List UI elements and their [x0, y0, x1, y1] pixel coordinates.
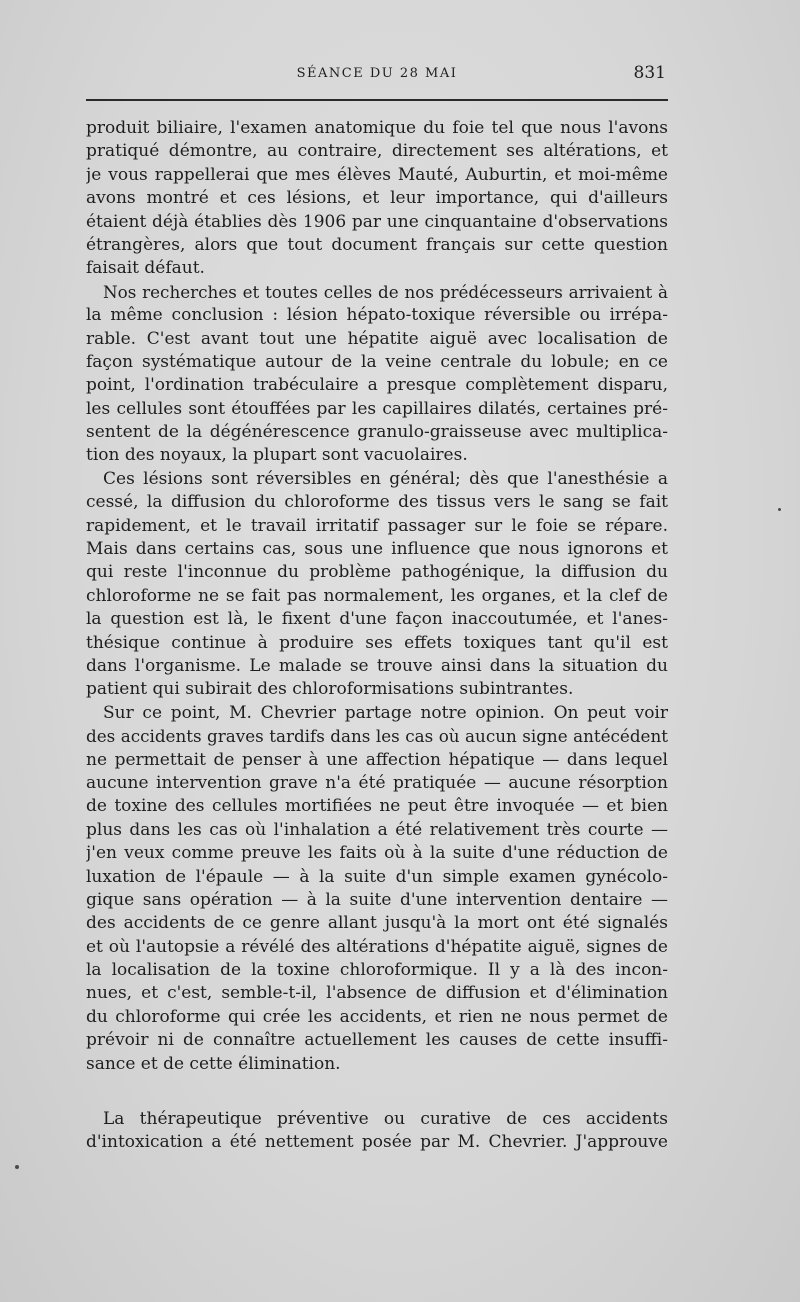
text-line: prévoir ni de connaître actuellement les causes de cette insuffi-	[86, 1030, 668, 1051]
text-line: avons montré et ces lésions, et leur importance, qui d'ailleurs	[86, 188, 668, 209]
text-line: ne permettait de penser à une affection hépatique — dans lequel	[86, 749, 668, 770]
running-title: SÉANCE DU 28 MAI	[296, 66, 458, 81]
ink-speck	[15, 1165, 19, 1169]
text-line: qui reste l'inconnue du problème pathogénique, la diffusion du	[86, 562, 668, 583]
paragraph	[86, 468, 668, 702]
text-line: sance et de cette élimination.	[86, 1053, 341, 1074]
text-line: produit biliaire, l'examen anatomique du foie tel que nous l'avons	[86, 118, 668, 138]
text-line: de toxine des cellules mortifiées ne peut être invoquée — et bien	[86, 796, 668, 817]
text-line: nues, et c'est, semble-t-il, l'absence de diffusion et d'élimination	[86, 983, 668, 1004]
text-line: Mais dans certains cas, sous une influence que nous ignorons et	[86, 539, 668, 560]
text-line: patient qui subirait des chloroformisations subintrantes.	[86, 679, 574, 700]
text-line: tion des noyaux, la plupart sont vacuolaires.	[86, 445, 468, 466]
text-line: Ces lésions sont réversibles en général; dès que l'anesthésie a	[103, 468, 668, 489]
text-line: cessé, la diffusion du chloroforme des tissus vers le sang se fait	[86, 492, 668, 513]
text-line: faisait défaut.	[86, 258, 205, 279]
text-line: la localisation de la toxine chloroformique. Il y a là des incon-	[86, 960, 668, 981]
paragraph	[86, 1108, 668, 1155]
text-line: étaient déjà établies dès 1906 par une cinquantaine d'observations	[86, 211, 668, 232]
text-line: façon systématique autour de la veine centrale du lobule; en ce	[86, 351, 668, 372]
text-line: aucune intervention grave n'a été pratiquée — aucune résorption	[86, 772, 668, 793]
text-line: la même conclusion : lésion hépato-toxique réversible ou irrépa-	[86, 305, 668, 326]
ink-speck	[778, 508, 781, 511]
text-line: sentent de la dégénérescence granulo-graisseuse avec multiplica-	[86, 422, 668, 443]
paragraph-gap	[86, 1076, 668, 1108]
text-line: plus dans les cas où l'inhalation a été relativement très courte —	[86, 819, 668, 840]
paragraph	[86, 117, 668, 281]
header-rule	[86, 99, 668, 101]
text-line: d'intoxication a été nettement posée par M. Chevrier. J'approuve	[86, 1132, 668, 1153]
text-line: étrangères, alors que tout document français sur cette question	[86, 234, 668, 255]
page-number: 831	[633, 63, 666, 83]
text-line: gique sans opération — à la suite d'une intervention dentaire —	[86, 889, 668, 910]
text-line: rapidement, et le travail irritatif passager sur le foie se répare.	[86, 515, 668, 536]
text-line: des accidents graves tardifs dans les cas où aucun signe antécédent	[86, 726, 668, 747]
text-line: rable. C'est avant tout une hépatite aiguë avec localisation de	[86, 328, 668, 349]
text-line: La thérapeutique préventive ou curative de ces accidents	[103, 1109, 668, 1130]
text-line: Nos recherches et toutes celles de nos prédécesseurs arrivaient à	[103, 281, 668, 302]
text-line: les cellules sont étouffées par les capillaires dilatés, certaines pré-	[86, 398, 668, 419]
text-line: chloroforme ne se fait pas normalement, les organes, et la clef de	[86, 585, 668, 606]
text-line: point, l'ordination trabéculaire a presque complètement disparu,	[86, 375, 668, 396]
body-text	[86, 117, 668, 1155]
running-head	[86, 63, 668, 85]
text-line: thésique continue à produire ses effets toxiques tant qu'il est	[86, 632, 668, 653]
text-line: du chloroforme qui crée les accidents, et rien ne nous permet de	[86, 1006, 668, 1027]
text-line: j'en veux comme preuve les faits où à la suite d'une réduction de	[86, 843, 668, 864]
text-line: et où l'autopsie a révélé des altérations d'hépatite aiguë, signes de	[86, 936, 668, 957]
text-line: la question est là, le fixent d'une façon inaccoutumée, et l'anes-	[86, 609, 668, 630]
paragraph	[86, 281, 668, 468]
text-line: dans l'organisme. Le malade se trouve ainsi dans la situation du	[86, 655, 668, 676]
text-line: Sur ce point, M. Chevrier partage notre opinion. On peut voir	[103, 702, 668, 723]
text-line: luxation de l'épaule — à la suite d'un simple examen gynécolo-	[86, 866, 668, 887]
text-line: des accidents de ce genre allant jusqu'à la mort ont été signalés	[86, 913, 668, 934]
text-line: je vous rappellerai que mes élèves Mauté, Auburtin, et moi-même	[86, 164, 668, 185]
text-line: pratiqué démontre, au contraire, directement ses altérations, et	[86, 141, 668, 162]
paragraph	[86, 702, 668, 1076]
